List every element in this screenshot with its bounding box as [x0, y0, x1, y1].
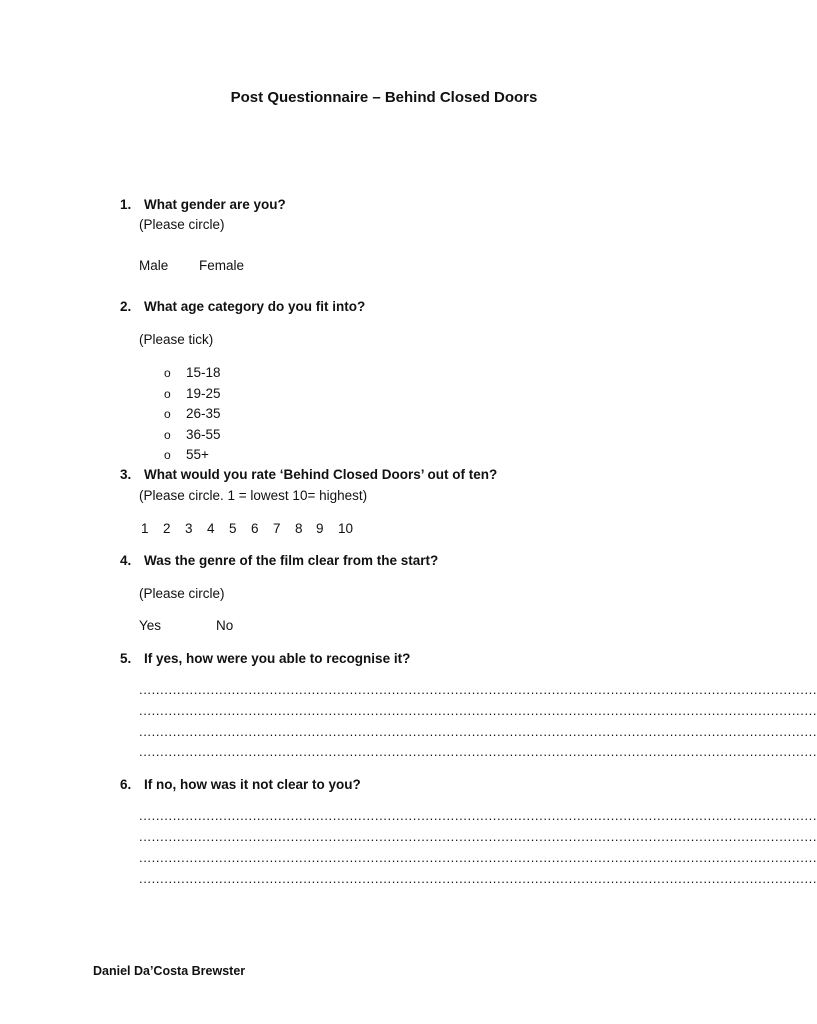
instruction-text: (Please circle) — [139, 217, 225, 232]
question-text: What gender are you? — [144, 197, 286, 212]
answer-line[interactable]: ................................................................................................................................................................. — [139, 829, 817, 844]
option-male[interactable]: Male — [139, 258, 169, 273]
rating-option[interactable]: 4 — [207, 521, 215, 536]
age-option[interactable]: 26-35 — [186, 406, 221, 421]
rating-option[interactable]: 5 — [229, 521, 237, 536]
author-footer: Daniel Da’Costa Brewster — [93, 964, 246, 978]
question-text: Was the genre of the film clear from the start? — [144, 553, 439, 568]
question-text: If yes, how were you able to recognise it? — [144, 651, 411, 666]
age-option[interactable]: 36-55 — [186, 427, 221, 442]
question-number: 4. — [120, 553, 132, 568]
bullet-icon: o — [164, 448, 171, 462]
option-no[interactable]: No — [216, 618, 234, 633]
question-text: What age category do you fit into? — [144, 299, 366, 314]
rating-option[interactable]: 2 — [163, 521, 171, 536]
age-option[interactable]: 55+ — [186, 447, 209, 462]
rating-option[interactable]: 10 — [338, 521, 354, 536]
answer-line[interactable]: ................................................................................................................................................................. — [139, 871, 817, 886]
answer-line[interactable]: ................................................................................................................................................................. — [139, 703, 817, 718]
question-number: 6. — [120, 777, 132, 792]
question-number: 1. — [120, 197, 132, 212]
instruction-text: (Please tick) — [139, 332, 214, 347]
answer-line[interactable]: ................................................................................................................................................................. — [139, 724, 817, 739]
answer-line[interactable]: ................................................................................................................................................................. — [139, 744, 817, 759]
answer-line[interactable]: ................................................................................................................................................................. — [139, 808, 817, 823]
page-title: Post Questionnaire – Behind Closed Doors — [230, 89, 538, 106]
answer-line[interactable]: ................................................................................................................................................................. — [139, 682, 817, 697]
age-option[interactable]: 15-18 — [186, 365, 221, 380]
question-number: 5. — [120, 651, 132, 666]
question-text: What would you rate ‘Behind Closed Doors’ out of ten? — [144, 467, 498, 482]
bullet-icon: o — [164, 428, 171, 442]
question-number: 3. — [120, 467, 132, 482]
rating-option[interactable]: 7 — [273, 521, 281, 536]
bullet-icon: o — [164, 407, 171, 421]
rating-option[interactable]: 1 — [141, 521, 149, 536]
option-female[interactable]: Female — [199, 258, 245, 273]
rating-option[interactable]: 6 — [251, 521, 259, 536]
instruction-text: (Please circle) — [139, 586, 225, 601]
rating-option[interactable]: 8 — [295, 521, 303, 536]
instruction-text: (Please circle. 1 = lowest 10= highest) — [139, 488, 368, 503]
bullet-icon: o — [164, 387, 171, 401]
question-text: If no, how was it not clear to you? — [144, 777, 361, 792]
answer-line[interactable]: ................................................................................................................................................................. — [139, 850, 817, 865]
option-yes[interactable]: Yes — [139, 618, 162, 633]
rating-option[interactable]: 9 — [316, 521, 324, 536]
age-option[interactable]: 19-25 — [186, 386, 221, 401]
bullet-icon: o — [164, 366, 171, 380]
question-number: 2. — [120, 299, 132, 314]
rating-option[interactable]: 3 — [185, 521, 193, 536]
